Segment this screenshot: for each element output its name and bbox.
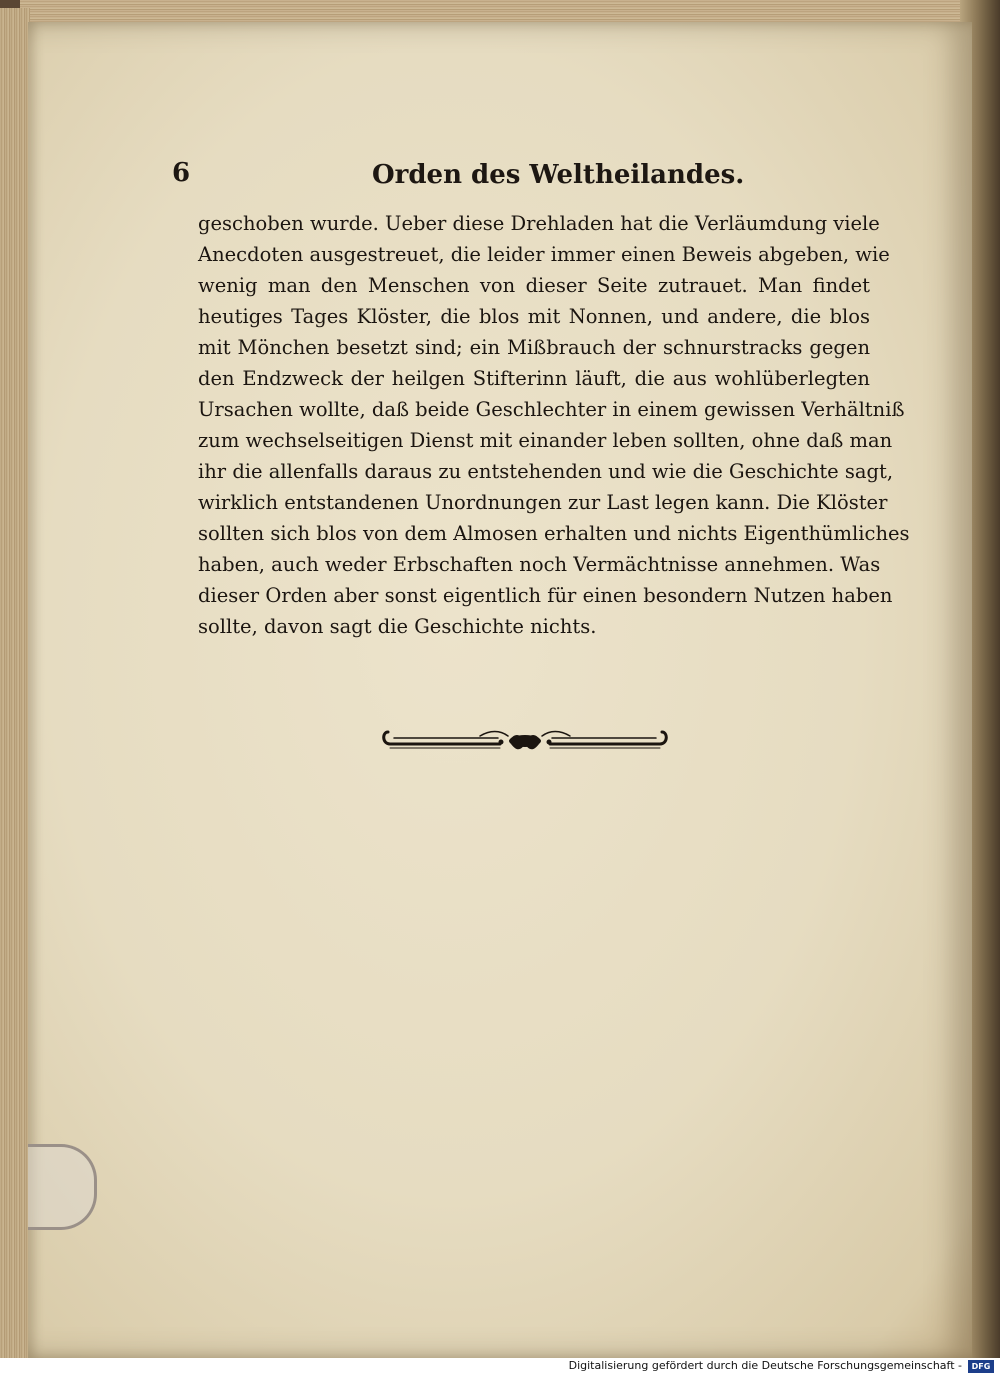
text-line: haben, auch weder Erbschaften noch Vermächtnisse annehmen. Was — [198, 553, 881, 576]
text-line: wenig man den Menschen von dieser Seite zutrauet. Man findet — [198, 274, 870, 297]
dfg-logo: DFG — [968, 1360, 994, 1373]
text-line: mit Mönchen besetzt sind; ein Mißbrauch der schnurstracks gegen — [198, 336, 870, 359]
text-line: ihr die allenfalls daraus zu entstehenden und wie die Geschichte sagt, — [198, 460, 894, 483]
text-line: sollte, davon sagt die Geschichte nichts. — [198, 615, 597, 638]
text-line: Anecdoten ausgestreuet, die leider immer einen Beweis abgeben, wie — [198, 243, 890, 266]
running-head: Orden des Weltheilandes. — [372, 160, 745, 190]
page-header — [172, 150, 745, 194]
text-line: geschoben wurde. Ueber diese Drehladen hat die Verläumdung viele — [198, 212, 880, 235]
ornamental-rule-icon — [380, 722, 670, 758]
fore-edge-pages — [0, 8, 30, 1358]
text-line: heutiges Tages Klöster, die blos mit Nonnen, und andere, die blos — [198, 305, 870, 328]
text-line: zum wechselseitigen Dienst mit einander leben sollten, ohne daß man — [198, 429, 893, 452]
funding-notice: Digitalisierung gefördert durch die Deutsche Forschungsgemeinschaft - — [568, 1359, 962, 1372]
text-line: Ursachen wollte, daß beide Geschlechter in einem gewissen Verhältniß — [198, 398, 905, 421]
body-text — [198, 208, 910, 642]
page-number: 6 — [172, 158, 191, 188]
footer-bar — [0, 1358, 1000, 1375]
text-line: den Endzweck der heilgen Stifterinn läuft, die aus wohlüberlegten — [198, 367, 870, 390]
text-line: dieser Orden aber sonst eigentlich für einen besondern Nutzen haben — [198, 584, 893, 607]
text-line: wirklich entstandenen Unordnungen zur Last legen kann. Die Klöster — [198, 491, 888, 514]
page-clip — [28, 1144, 97, 1230]
text-line: sollten sich blos von dem Almosen erhalten und nichts Eigenthümliches — [198, 522, 910, 545]
